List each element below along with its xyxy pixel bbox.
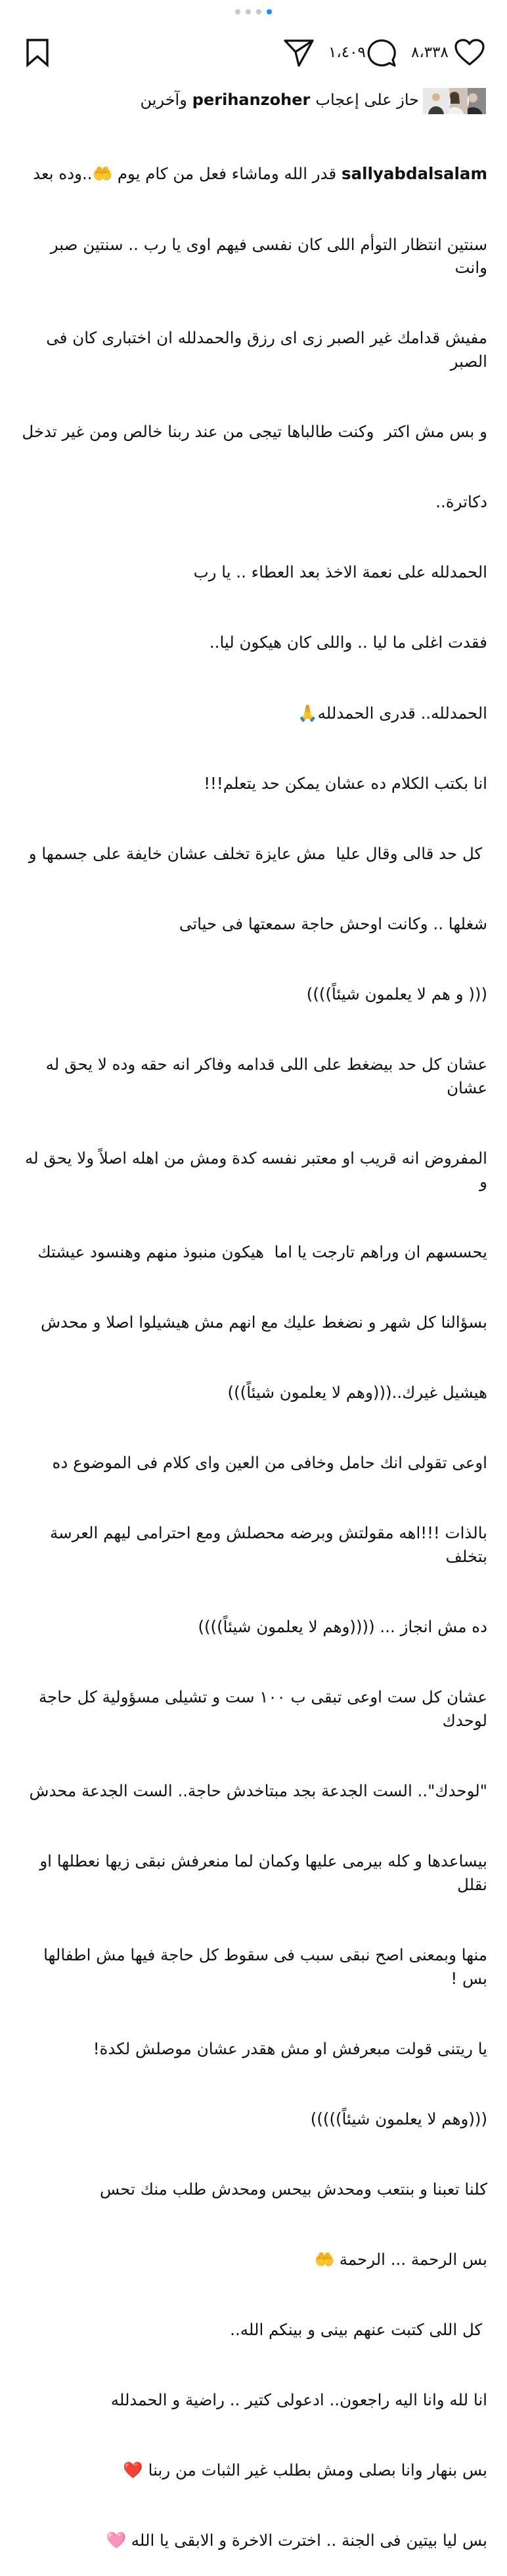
post-caption (20, 116, 487, 2576)
carousel-dot (235, 9, 240, 14)
caption-line: فقدت اغلى ما ليا .. واللى كان هيكون ليا.. (209, 633, 487, 652)
caption-line: بس ليا بيتين فى الجنة .. اخترت الاخرة و الابقى يا الله 🩷 (106, 2531, 487, 2550)
caption-line: كل اللى كتبت عنهم بينى و بينكم الله.. (230, 2320, 487, 2340)
caption-line: سنتين انتظار التوأم اللى كان نفسى فيهم اوى يا رب .. سنتين صبر وانت (45, 234, 487, 278)
carousel-dot (256, 9, 261, 14)
liked-by-row[interactable] (141, 84, 488, 116)
liked-by-username[interactable]: perihanzoher (192, 91, 311, 109)
caption-line: بيساعدها و كله بيرمى عليها وكمان لما منعرفش نبقى زيها نعطلها او نقلل (34, 1851, 487, 1894)
carousel-indicator (0, 9, 507, 14)
caption-line: ((( و هم لا يعلمون شيئاً)))) (306, 984, 487, 1004)
caption-line: الحمدلله على نعمة الاخذ بعد العطاء .. يا رب (193, 562, 487, 582)
caption-line: كل حد قالى وقال عليا مش عايزة تخلف عشان خايفة على جسمها و (28, 843, 487, 863)
caption-line: (((وهم لا يعلمون شيئاً))))) (310, 2109, 487, 2128)
caption-username[interactable]: sallyabdalsalam (342, 164, 487, 184)
caption-line: ده مش انجاز ... ((((وهم لا يعلمون شيئاً)))) (198, 1617, 487, 1636)
send-icon[interactable] (282, 37, 315, 68)
caption-line: يحسسهم ان وراهم تارجت يا اما هيكون منبوذ منهم وهنسود عيشتك (37, 1242, 487, 1261)
liker-avatars[interactable] (424, 85, 487, 114)
liked-by-suffix[interactable]: وآخرين (140, 91, 187, 109)
caption-line: يا ريتنى قولت مبعرفش او مش هقدر عشان موصلش لكدة! (93, 2038, 487, 2058)
liked-by-prefix: حاز على إعجاب (315, 91, 419, 109)
avatar (422, 87, 451, 116)
caption-line: دكاترة.. (435, 492, 487, 512)
caption-line: الحمدلله.. قدرى الحمدلله🙏 (298, 703, 487, 723)
caption-line: بس الرحمة ... الرحمة 🤲 (314, 2249, 487, 2269)
caption-line: انا لله وانا اليه راجعون.. ادعولى كتير .. راضية و الحمدلله (110, 2390, 487, 2410)
heart-icon[interactable] (453, 37, 486, 68)
carousel-dot (246, 9, 251, 14)
caption-line: "لوحدك".. الست الجدعة بجد مبتاخدش حاجة.. الست الجدعة محدش (29, 1781, 487, 1800)
caption-line: بسؤالنا كل شهر و نضغط عليك مع انهم مش هيشيلوا اصلا و محدش (41, 1312, 487, 1332)
caption-first-line (20, 162, 487, 186)
comment-icon[interactable] (365, 37, 398, 69)
caption-line: عشان كل حد بيضغط على اللى قدامه وفاكر انه حقه وده لا يحق له عشان (40, 1055, 487, 1097)
caption-line: بس بنهار وانا بصلى ومش بطلب غير الثبات من ربنا ❤️ (123, 2460, 487, 2480)
caption-line: عشان كل ست اوعى تبقى ب ١٠٠ ست و تشيلى مسؤولية كل حاجة لوحدك (33, 1687, 487, 1730)
like-count[interactable]: ٨،٣٣٨ (411, 44, 449, 61)
caption-line: انا بكتب الكلام ده عشان يمكن حد يتعلم!!! (204, 773, 487, 793)
caption-text: قدر الله وماشاء فعل من كام يوم 🤲..وده بعد (33, 164, 342, 184)
caption-line: منها وبمعنى اصح نبقى سبب فى سقوط كل حاجة فيها مش اطفالها بس ! (38, 1945, 487, 1988)
post-action-bar (0, 36, 507, 70)
caption-line: مفيش قدامك غير الصبر زى اى رزق والحمدلله ان اختبارى كان فى الصبر (41, 328, 487, 371)
caption-line: بالذات !!!اهه مقولتش وبرضه محصلش ومع احترامى ليهم العرسة بتخلف (45, 1523, 487, 1566)
caption-line: هيشيل غيرك..(((وهم لا يعلمون شيئاً))) (227, 1382, 487, 1402)
caption-line: اوعى تقولى انك حامل وخافى من العين واى كلام فى الموضوع ده (52, 1453, 487, 1473)
caption-line: شغلها .. وكانت اوحش حاجة سمعتها فى حياتى (179, 914, 487, 933)
carousel-dot-active (267, 9, 272, 14)
caption-line: و بس مش اكتر وكنت طالباها تيجى من عند ربنا خالص ومن غير تدخل (22, 422, 487, 442)
caption-line: كلنا تعبنا و بنتعب ومحدش بيحس ومحدش طلب منك تحس (100, 2179, 487, 2199)
comment-count[interactable]: ١،٤٠٩ (328, 44, 366, 61)
bookmark-icon[interactable] (24, 37, 51, 68)
caption-line: المفروض انه قريب او معتبر نفسه كدة ومش من اهله اصلاً ولا يحق له و (20, 1148, 487, 1191)
